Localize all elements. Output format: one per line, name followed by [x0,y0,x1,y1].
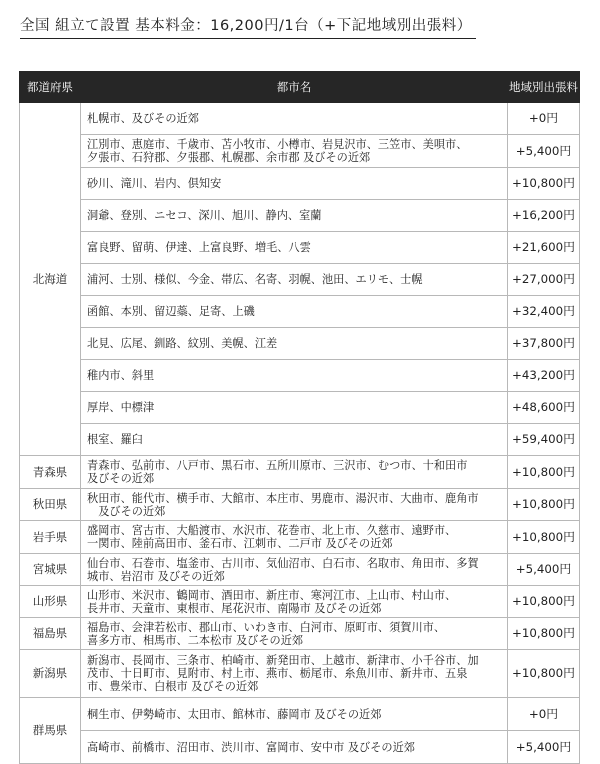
city-cell [81,521,508,554]
city-cell [81,103,508,135]
city-cell [81,264,508,296]
city-cell [81,586,508,618]
city-line: 高崎市、前橋市、沼田市、渋川市、富岡市、安中市 及びその近郊 [87,740,415,754]
fee-cell: +10,800円 [508,521,580,554]
fee-cell: +10,800円 [508,586,580,618]
table-row [20,360,580,392]
city-cell [81,296,508,328]
table-row [20,650,580,698]
city-line: 洞爺、登別、ニセコ、深川、旭川、静内、室蘭 [87,209,322,222]
fee-table [19,71,580,764]
table-header-row [20,72,580,103]
prefecture-cell: 岩手県 [20,521,81,554]
city-line: 札幌市、及びその近郊 [87,112,199,125]
fee-cell: +5,400円 [508,135,580,168]
prefecture-cell: 秋田県 [20,489,81,521]
prefecture-cell: 福島県 [20,618,81,650]
city-cell [81,200,508,232]
table-row [20,424,580,456]
fee-cell: +32,400円 [508,296,580,328]
page-title: 全国 組立て設置 基本料金：16,200円/1台（+下記地域別出張料） [20,14,476,39]
city-line: 新潟市、長岡市、三条市、柏崎市、新発田市、上越市、新津市、小千谷市、加 [87,654,479,667]
prefecture-cell: 群馬県 [20,698,81,764]
prefecture-cell: 宮城県 [20,554,81,586]
fee-cell: +59,400円 [508,424,580,456]
city-line: 市、豊栄市、白根市 及びその近郊 [87,680,259,693]
fee-cell: +48,600円 [508,392,580,424]
fee-cell: +0円 [508,698,580,731]
city-line: 盛岡市、宮古市、大船渡市、水沢市、花巻市、北上市、久慈市、遠野市、 [87,524,457,537]
city-cell [81,456,508,489]
city-line: 浦河、士別、様似、今金、帯広、名寄、羽幌、池田、エリモ、士幌 [87,273,423,286]
city-line: 砂川、滝川、岩内、倶知安 [87,177,222,190]
city-cell [81,168,508,200]
table-row [20,168,580,200]
fee-cell: +16,200円 [508,200,580,232]
prefecture-cell: 山形県 [20,586,81,618]
city-cell [81,360,508,392]
city-line: 厚岸、中標津 [87,401,155,414]
city-line: 夕張市、石狩郡、夕張郡、札幌郡、余市郡 及びその近郊 [87,151,371,164]
table-row [20,554,580,586]
table-row [20,618,580,650]
city-line: 仙台市、石巻市、塩釜市、古川市、気仙沼市、白石市、名取市、角田市、多賀 [87,556,479,570]
table-row [20,586,580,618]
city-cell [81,650,508,698]
fee-cell: +5,400円 [508,731,580,764]
city-line: 及びその近郊 [87,504,166,518]
table-row [20,392,580,424]
city-cell [81,424,508,456]
city-line: 福島市、会津若松市、郡山市、いわき市、白河市、原町市、須賀川市、 [87,620,446,634]
fee-cell: +21,600円 [508,232,580,264]
city-cell [81,392,508,424]
fee-cell: +0円 [508,103,580,135]
fee-cell: +10,800円 [508,650,580,698]
city-cell [81,698,508,731]
table-row [20,103,580,135]
fee-cell: +43,200円 [508,360,580,392]
prefecture-cell: 新潟県 [20,650,81,698]
header-city: 都市名 [81,72,508,103]
table-row [20,296,580,328]
city-line: 及びその近郊 [87,472,155,485]
city-cell [81,489,508,521]
table-row [20,232,580,264]
table-row [20,264,580,296]
city-line: 秋田市、能代市、横手市、大館市、本庄市、男鹿市、湯沢市、大曲市、鹿角市 [87,491,479,505]
city-line: 富良野、留萌、伊達、上富良野、増毛、八雲 [87,241,311,254]
table-row [20,456,580,489]
city-line: 江別市、恵庭市、千歳市、苫小牧市、小樽市、岩見沢市、三笠市、美唄市、 [87,138,468,151]
table-row [20,521,580,554]
city-line: 根室、羅臼 [87,433,143,446]
prefecture-cell: 青森県 [20,456,81,489]
header-fee: 地域別出張料 [508,72,580,103]
city-line: 函館、本別、留辺蘂、足寄、上磯 [87,305,255,318]
table-row [20,135,580,168]
city-cell [81,731,508,764]
fee-cell: +37,800円 [508,328,580,360]
city-line: 城市、岩沼市 及びその近郊 [87,569,225,583]
fee-cell: +5,400円 [508,554,580,586]
fee-cell: +10,800円 [508,456,580,489]
fee-cell: +10,800円 [508,489,580,521]
city-line: 北見、広尾、釧路、紋別、美幌、江差 [87,337,278,350]
city-line: 山形市、米沢市、鶴岡市、酒田市、新庄市、寒河江市、上山市、村山市、 [87,588,457,602]
fee-cell: +10,800円 [508,168,580,200]
city-line: 茂市、十日町市、見附市、村上市、燕市、栃尾市、糸魚川市、新井市、五泉 [87,667,468,680]
table-row [20,200,580,232]
table-row [20,328,580,360]
table-row [20,489,580,521]
city-cell [81,554,508,586]
city-cell [81,232,508,264]
prefecture-cell: 北海道 [20,103,81,456]
city-line: 桐生市、伊勢崎市、太田市、館林市、藤岡市 及びその近郊 [87,707,382,721]
city-line: 一関市、陸前高田市、釜石市、江刺市、二戸市 及びその近郊 [87,537,393,550]
city-cell [81,328,508,360]
city-line: 長井市、天童市、東根市、尾花沢市、南陽市 及びその近郊 [87,601,382,615]
table-row [20,731,580,764]
city-cell [81,135,508,168]
header-prefecture: 都道府県 [20,72,81,103]
table-row [20,698,580,731]
city-cell [81,618,508,650]
fee-cell: +27,000円 [508,264,580,296]
fee-cell: +10,800円 [508,618,580,650]
city-line: 青森市、弘前市、八戸市、黒石市、五所川原市、三沢市、むつ市、十和田市 [87,459,468,472]
city-line: 喜多方市、相馬市、二本松市 及びその近郊 [87,633,304,647]
city-line: 稚内市、斜里 [87,369,155,382]
